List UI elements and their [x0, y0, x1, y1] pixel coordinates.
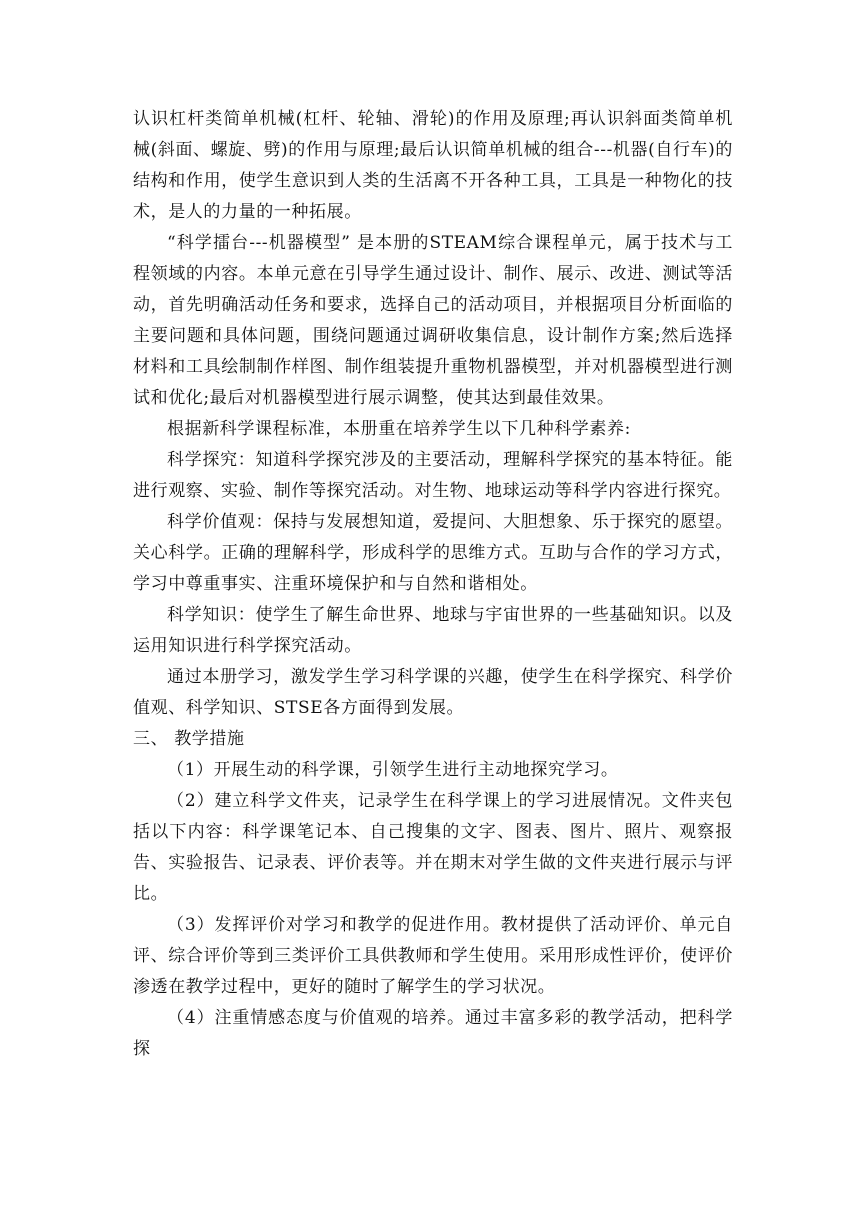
paragraph-simple-machines: 认识杠杆类简单机械(杠杆、轮轴、滑轮)的作用及原理;再认识斜面类简单机械(斜面、螺旋、劈)的作用与原理;最后认识简单机械的组合---机器(自行车)的结构和作用，使学生意识到人类的生活离不开各种工具，工具是一种物化的技术，是人的力量的一种拓展。 [133, 109, 733, 222]
paragraph-knowledge: 科学知识：使学生了解生命世界、地球与宇宙世界的一些基础知识。以及运用知识进行科学探究活动。 [133, 605, 733, 656]
paragraph-summary: 通过本册学习，激发学生学习科学课的兴趣，使学生在科学探究、科学价值观、科学知识、STSE各方面得到发展。 [133, 667, 733, 718]
measure-item: （2）建立科学文件夹，记录学生在科学课上的学习进展情况。文件夹包括以下内容：科学课笔记本、自己搜集的文字、图表、图片、照片、观察报告、实验报告、记录表、评价表等。并在期末对学生做的文件夹进行展示与评比。 [133, 791, 733, 904]
paragraph-literacy-intro: 根据新科学课程标准，本册重在培养学生以下几种科学素养: [167, 419, 631, 439]
section-heading-teaching-measures: 三、 教学措施 [133, 729, 245, 749]
measure-item: （4）注重情感态度与价值观的培养。通过丰富多彩的教学活动，把科学探 [133, 1008, 733, 1059]
paragraph-values: 科学价值观：保持与发展想知道，爱提问、大胆想象、乐于探究的愿望。关心科学。正确的理解科学，形成科学的思维方式。互助与合作的学习方式，学习中尊重事实、注重环境保护和与自然和谐相处。 [133, 512, 733, 594]
paragraph-inquiry: 科学探究：知道科学探究涉及的主要活动，理解科学探究的基本特征。能进行观察、实验、制作等探究活动。对生物、地球运动等科学内容进行探究。 [133, 450, 733, 501]
measure-item: （3）发挥评价对学习和教学的促进作用。教材提供了活动评价、单元自评、综合评价等到三类评价工具供教师和学生使用。采用形成性评价，使评价渗透在教学过程中，更好的随时了解学生的学习状况。 [133, 915, 733, 997]
paragraph-steam-unit: “科学擂台---机器模型” 是本册的STEAM综合课程单元，属于技术与工程领域的内容。本单元意在引导学生通过设计、制作、展示、改进、测试等活动，首先明确活动任务和要求，选择自己的活动项目，并根据项目分析面临的主要问题和具体问题，围绕问题通过调研收集信息，设计制作方案;然后选择材料和工具绘制制作样图、制作组装提升重物机器模型，并对机器模型进行测试和优化;最后对机器模型进行展示调整，使其达到最佳效果。 [133, 233, 733, 408]
measure-item: （1）开展生动的科学课，引领学生进行主动地探究学习。 [167, 760, 619, 780]
